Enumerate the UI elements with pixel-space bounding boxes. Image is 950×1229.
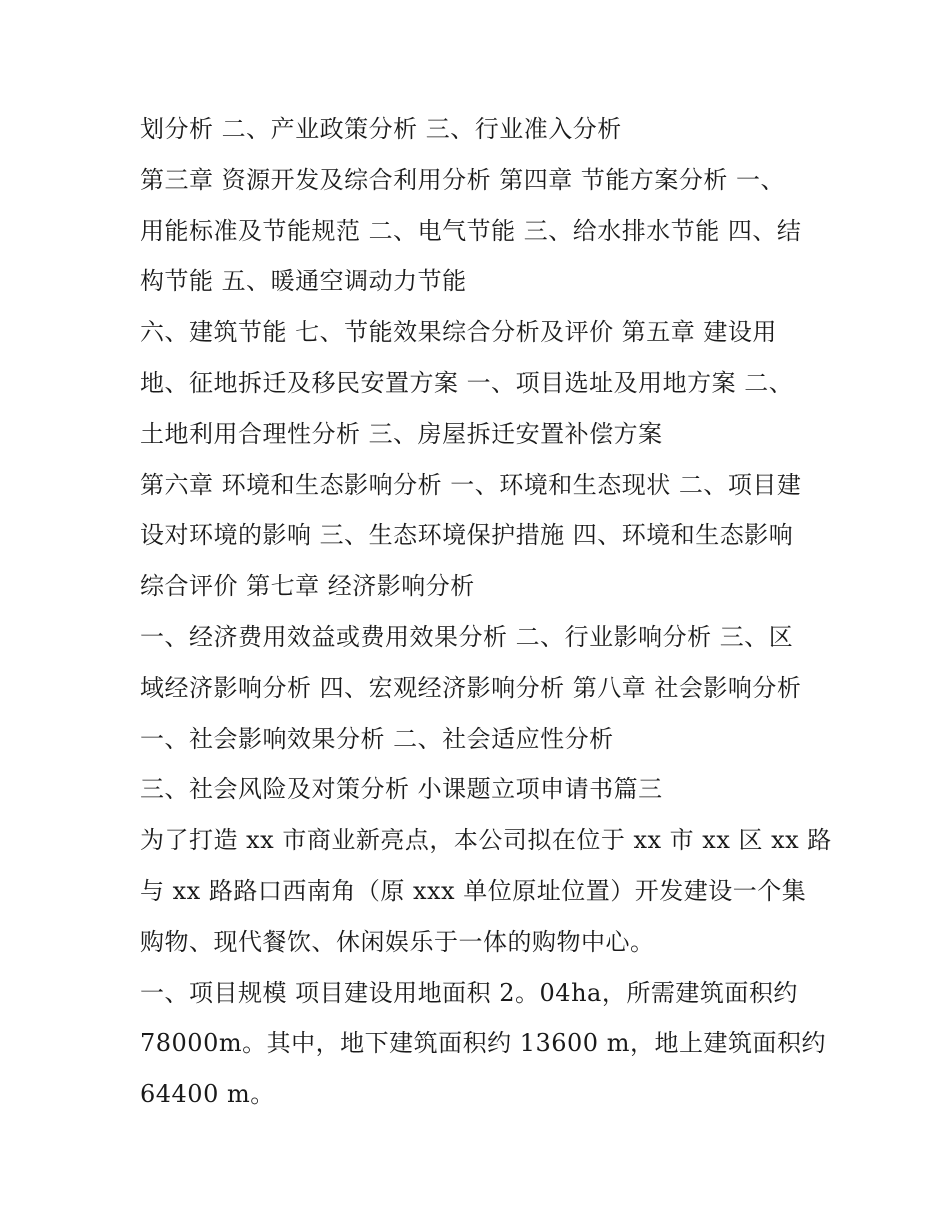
- text-line: 构节能 五、暖通空调动力节能: [140, 267, 467, 296]
- text-line: 域经济影响分析 四、宏观经济影响分析 第八章 社会影响分析: [140, 673, 802, 702]
- text-line: 64400 m。: [140, 1080, 275, 1109]
- text-line: 第六章 环境和生态影响分析 一、环境和生态现状 二、项目建: [140, 470, 802, 499]
- text-line: 设对环境的影响 三、生态环境保护措施 四、环境和生态影响: [140, 521, 794, 550]
- text-line: 与 xx 路路口西南角（原 xxx 单位原址位置）开发建设一个集: [140, 876, 807, 905]
- text-line: 用能标准及节能规范 二、电气节能 三、给水排水节能 四、结: [140, 216, 802, 245]
- text-line: 划分析 二、产业政策分析 三、行业准入分析: [140, 115, 622, 143]
- text-line: 购物、现代餐饮、休闲娱乐于一体的购物中心。: [140, 927, 655, 956]
- text-line: 第三章 资源开发及综合利用分析 第四章 节能方案分析 一、: [140, 165, 786, 194]
- text-line: 一、项目规模 项目建设用地面积 2。04ha，所需建筑面积约: [140, 978, 798, 1007]
- text-line: 一、经济费用效益或费用效果分析 二、行业影响分析 三、区: [140, 622, 794, 651]
- text-line: 为了打造 xx 市商业新亮点，本公司拟在位于 xx 市 xx 区 xx 路: [140, 826, 832, 855]
- document-body: [140, 104, 832, 1120]
- text-line: 一、社会影响效果分析 二、社会适应性分析: [140, 724, 614, 753]
- text-line: 地、征地拆迁及移民安置方案 一、项目选址及用地方案 二、: [140, 368, 794, 397]
- text-line: 三、社会风险及对策分析 小课题立项申请书篇三: [140, 775, 663, 804]
- text-line: 土地利用合理性分析 三、房屋拆迁安置补偿方案: [140, 419, 663, 448]
- text-line: 78000m。其中，地下建筑面积约 13600 m，地上建筑面积约: [140, 1029, 826, 1058]
- text-line: 综合评价 第七章 经济影响分析: [140, 572, 475, 601]
- text-line: 六、建筑节能 七、节能效果综合分析及评价 第五章 建设用: [140, 318, 777, 347]
